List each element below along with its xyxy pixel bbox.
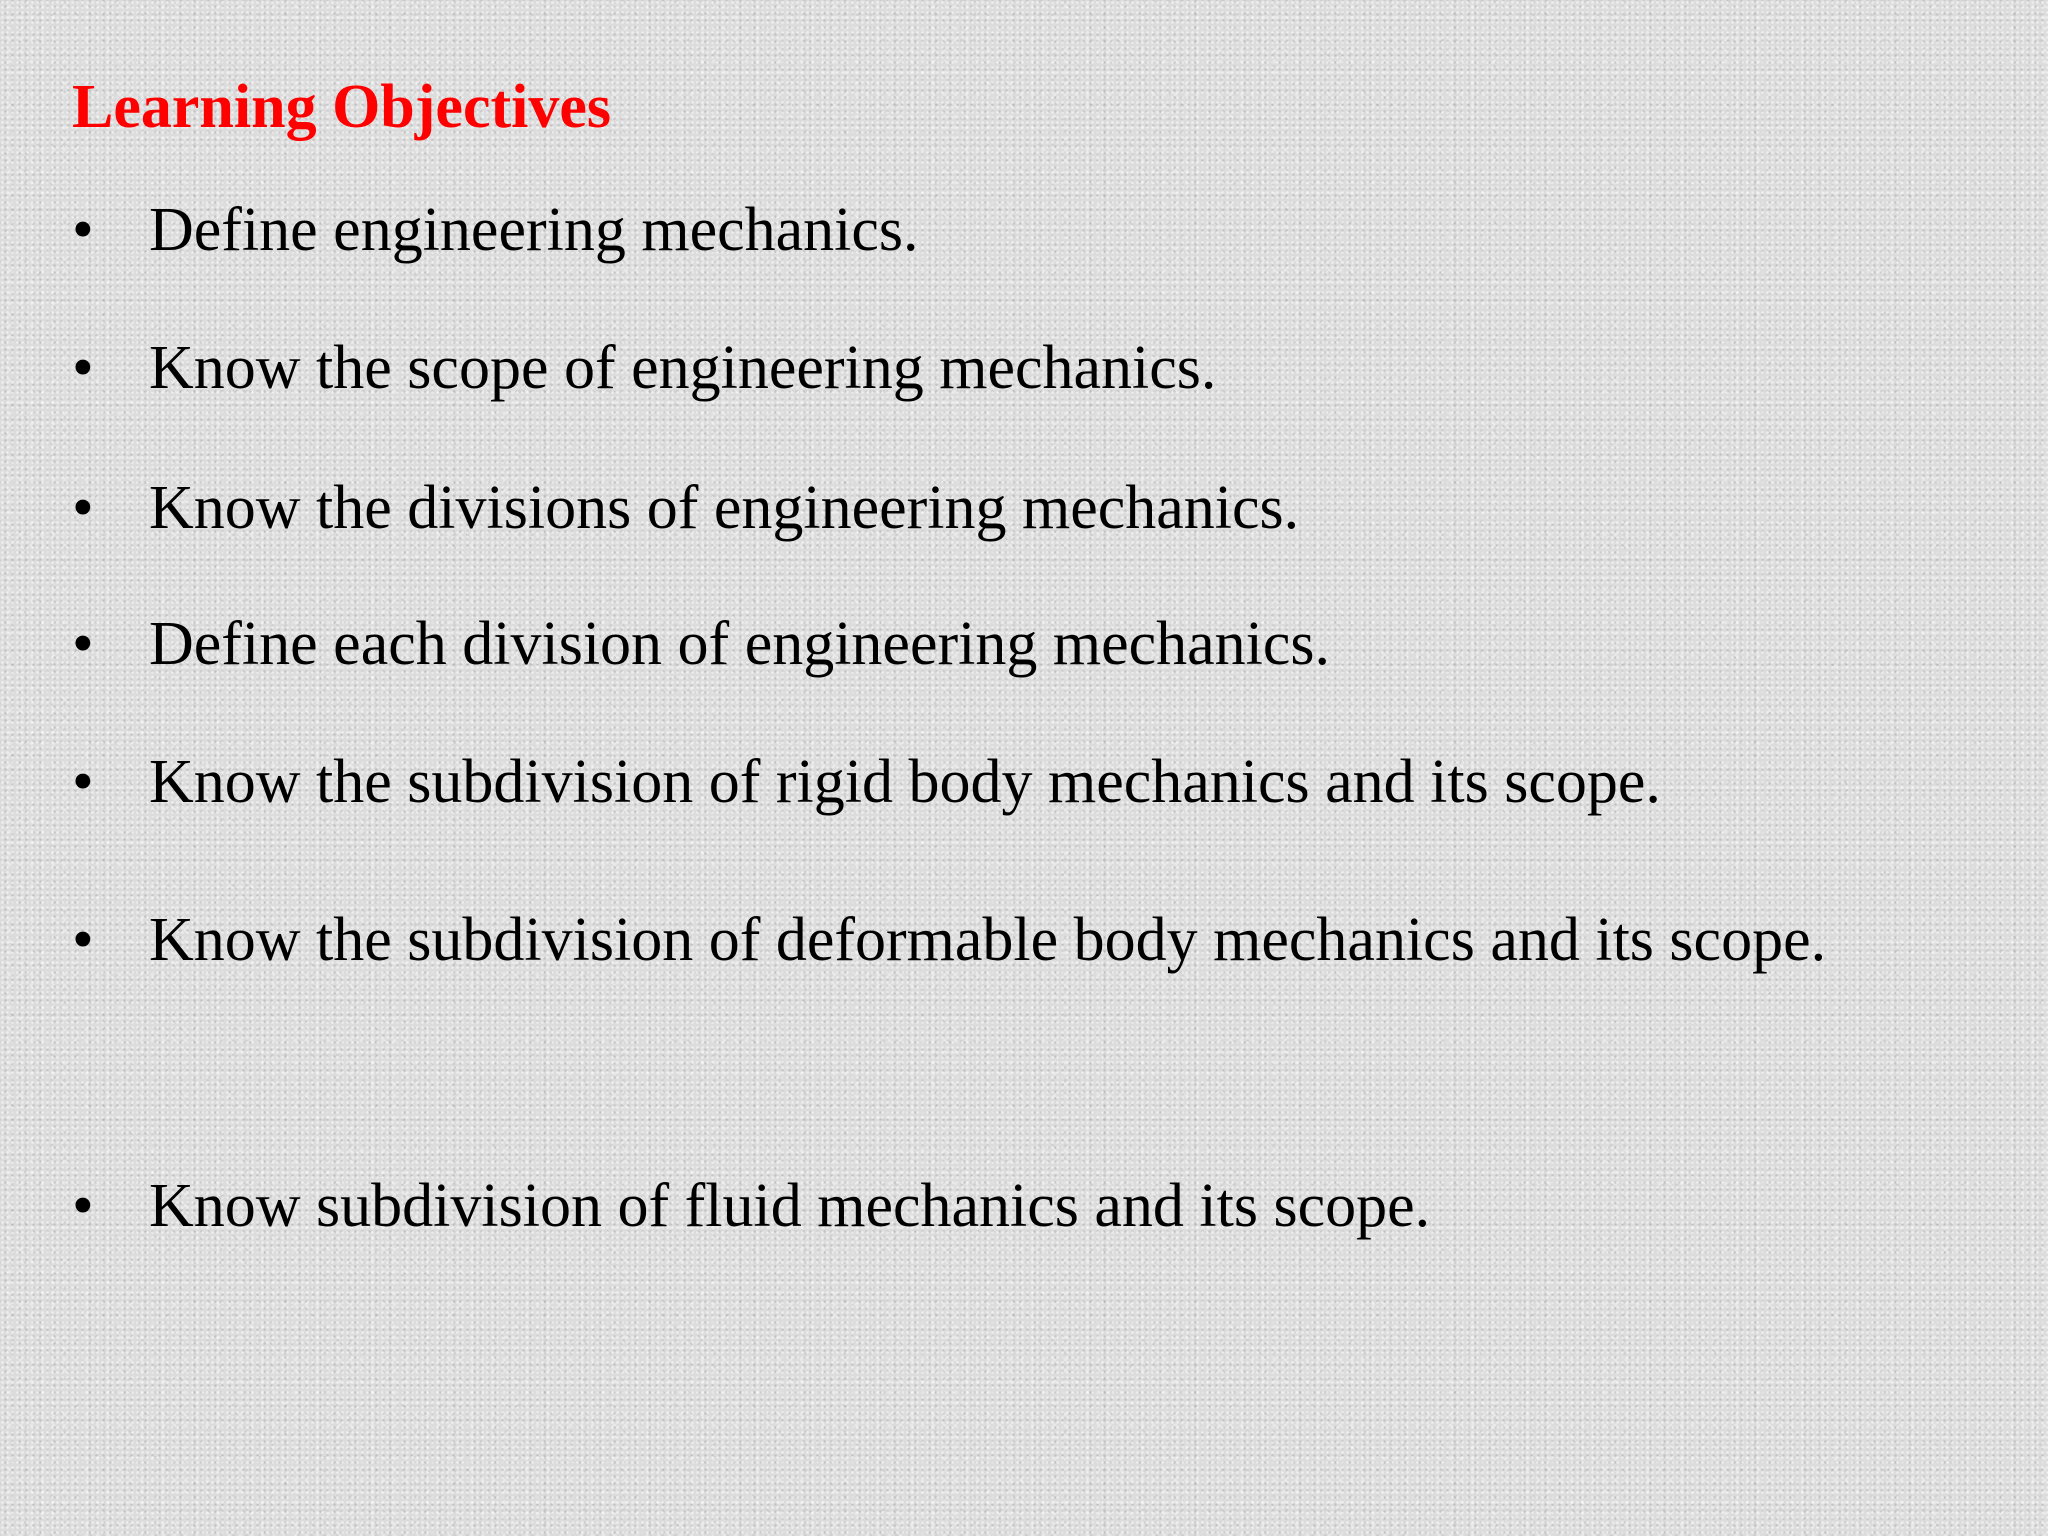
list-item bbox=[72, 1144, 1926, 1268]
list-item bbox=[72, 446, 1926, 570]
bullet-icon: • bbox=[72, 334, 94, 402]
bullet-icon: • bbox=[72, 610, 94, 678]
objective-text: Know the scope of engineering mechanics. bbox=[149, 334, 1217, 402]
bullet-icon: • bbox=[72, 1172, 94, 1240]
objective-text: Know the subdivision of rigid body mechanics and its scope. bbox=[149, 748, 1661, 816]
bullet-icon: • bbox=[72, 196, 94, 264]
bullet-icon: • bbox=[72, 474, 94, 542]
objective-text: Define engineering mechanics. bbox=[149, 196, 919, 264]
bullet-icon: • bbox=[72, 906, 94, 974]
list-item bbox=[72, 878, 1926, 1002]
objective-text: Know the subdivision of deformable body mechanics and its scope. bbox=[149, 906, 1827, 974]
objective-text: Know subdivision of fluid mechanics and its scope. bbox=[149, 1172, 1431, 1240]
list-item bbox=[72, 582, 1926, 706]
list-item bbox=[72, 168, 1926, 292]
list-item bbox=[72, 306, 1926, 430]
objective-text: Know the divisions of engineering mechanics. bbox=[149, 474, 1300, 542]
objective-text: Define each division of engineering mechanics. bbox=[149, 610, 1330, 678]
list-item bbox=[72, 720, 1926, 844]
bullet-icon: • bbox=[72, 748, 94, 816]
slide-title: Learning Objectives bbox=[72, 73, 611, 141]
